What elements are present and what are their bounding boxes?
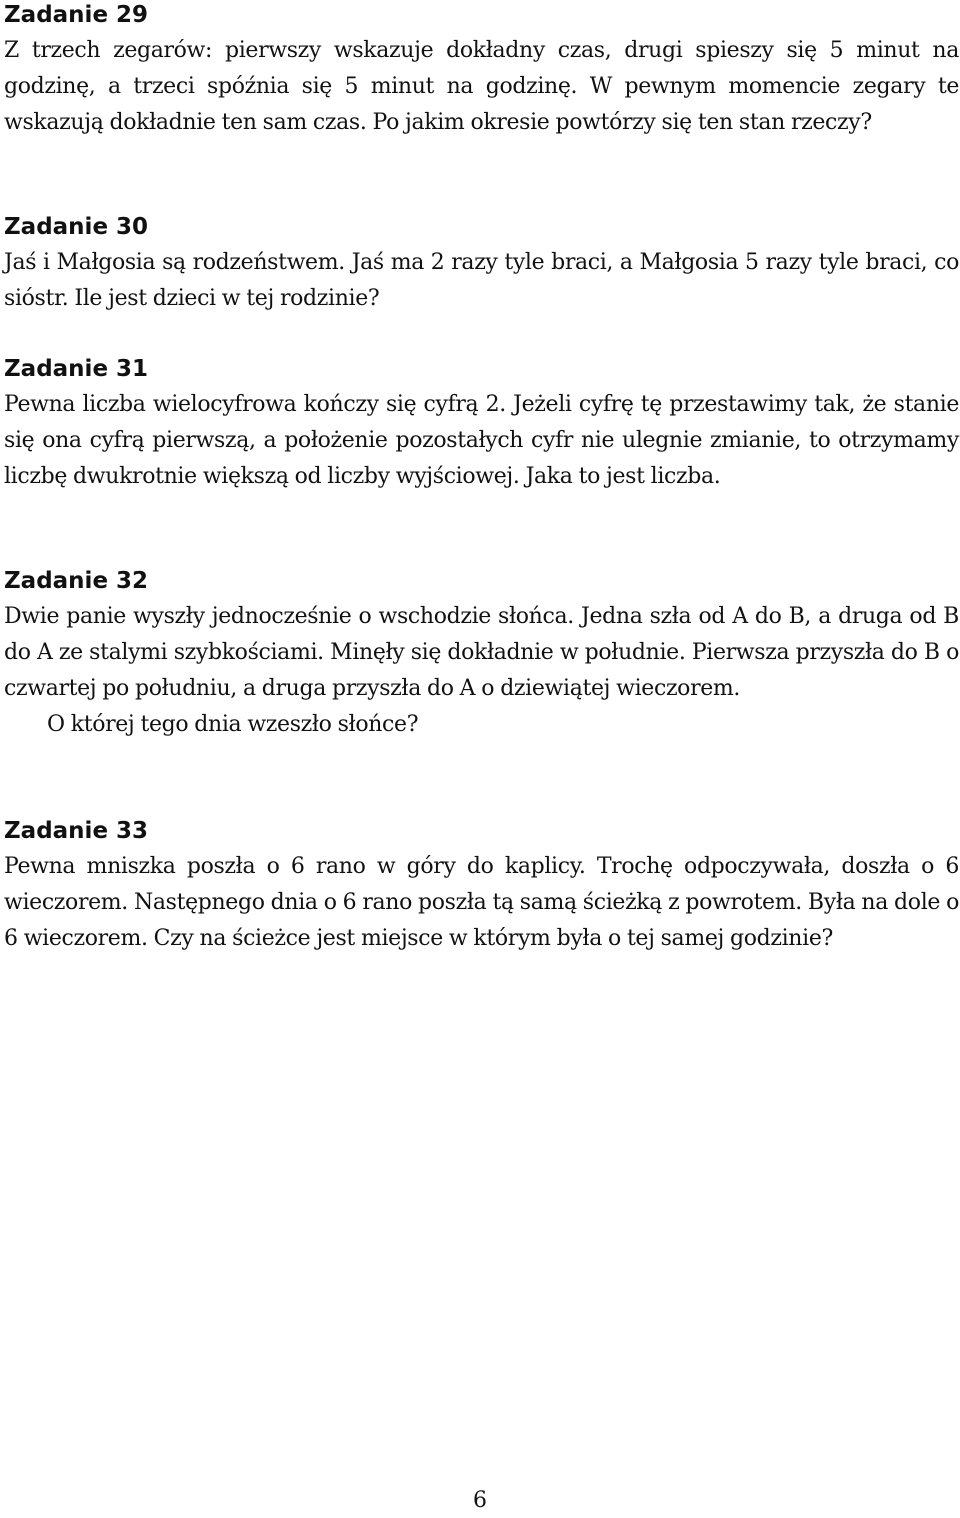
task-body bbox=[4, 245, 959, 317]
task-body bbox=[4, 849, 959, 957]
page-number: 6 bbox=[473, 1488, 487, 1513]
task-body bbox=[4, 387, 959, 495]
task-29 bbox=[4, 0, 959, 141]
task-paragraph: Jaś i Małgosia są rodzeństwem. Jaś ma 2 razy tyle braci, a Małgosia 5 razy tyle braci, co sióstr. Ile jest dzieci w tej rodzinie? bbox=[4, 250, 959, 311]
task-paragraph: Dwie panie wyszły jednocześnie o wschodzie słońca. Jedna szła od A do B, a druga od B do A ze stalymi szybkościami. Minęły się dokładnie w południe. Pierwsza przyszła do B o czwartej po południu, a druga przyszła do A o dziewiątej wieczorem. bbox=[4, 604, 959, 701]
task-heading: Zadanie 29 bbox=[4, 2, 149, 28]
task-heading: Zadanie 33 bbox=[4, 818, 149, 844]
task-body bbox=[4, 599, 959, 743]
task-heading: Zadanie 30 bbox=[4, 214, 149, 240]
task-heading: Zadanie 32 bbox=[4, 568, 149, 594]
task-33 bbox=[4, 813, 959, 957]
task-paragraph: Pewna mniszka poszła o 6 rano w góry do kaplicy. Trochę odpoczywała, doszła o 6 wieczorem. Następnego dnia o 6 rano poszła tą samą ścieżką z powrotem. Była na dole o 6 wieczorem. Czy na ścieżce jest miejsce w którym była o tej samej godzinie? bbox=[4, 854, 959, 951]
task-31 bbox=[4, 351, 959, 495]
task-30 bbox=[4, 209, 959, 317]
task-question: O której tego dnia wzeszło słońce? bbox=[47, 712, 419, 737]
task-paragraph: Z trzech zegarów: pierwszy wskazuje dokładny czas, drugi spieszy się 5 minut na godzinę, a trzeci spóźnia się 5 minut na godzinę. W pewnym momencie zegary te wskazują dokładnie ten sam czas. Po jakim okresie powtórzy się ten stan rzeczy? bbox=[4, 38, 959, 135]
task-paragraph: Pewna liczba wielocyfrowa kończy się cyfrą 2. Jeżeli cyfrę tę przestawimy tak, że stanie się ona cyfrą pierwszą, a położenie pozostałych cyfr nie ulegnie zmianie, to otrzymamy liczbę dwukrotnie większą od liczby wyjściowej. Jaka to jest liczba. bbox=[4, 392, 959, 489]
task-32 bbox=[4, 563, 959, 743]
task-body bbox=[4, 33, 959, 141]
task-heading: Zadanie 31 bbox=[4, 356, 149, 382]
